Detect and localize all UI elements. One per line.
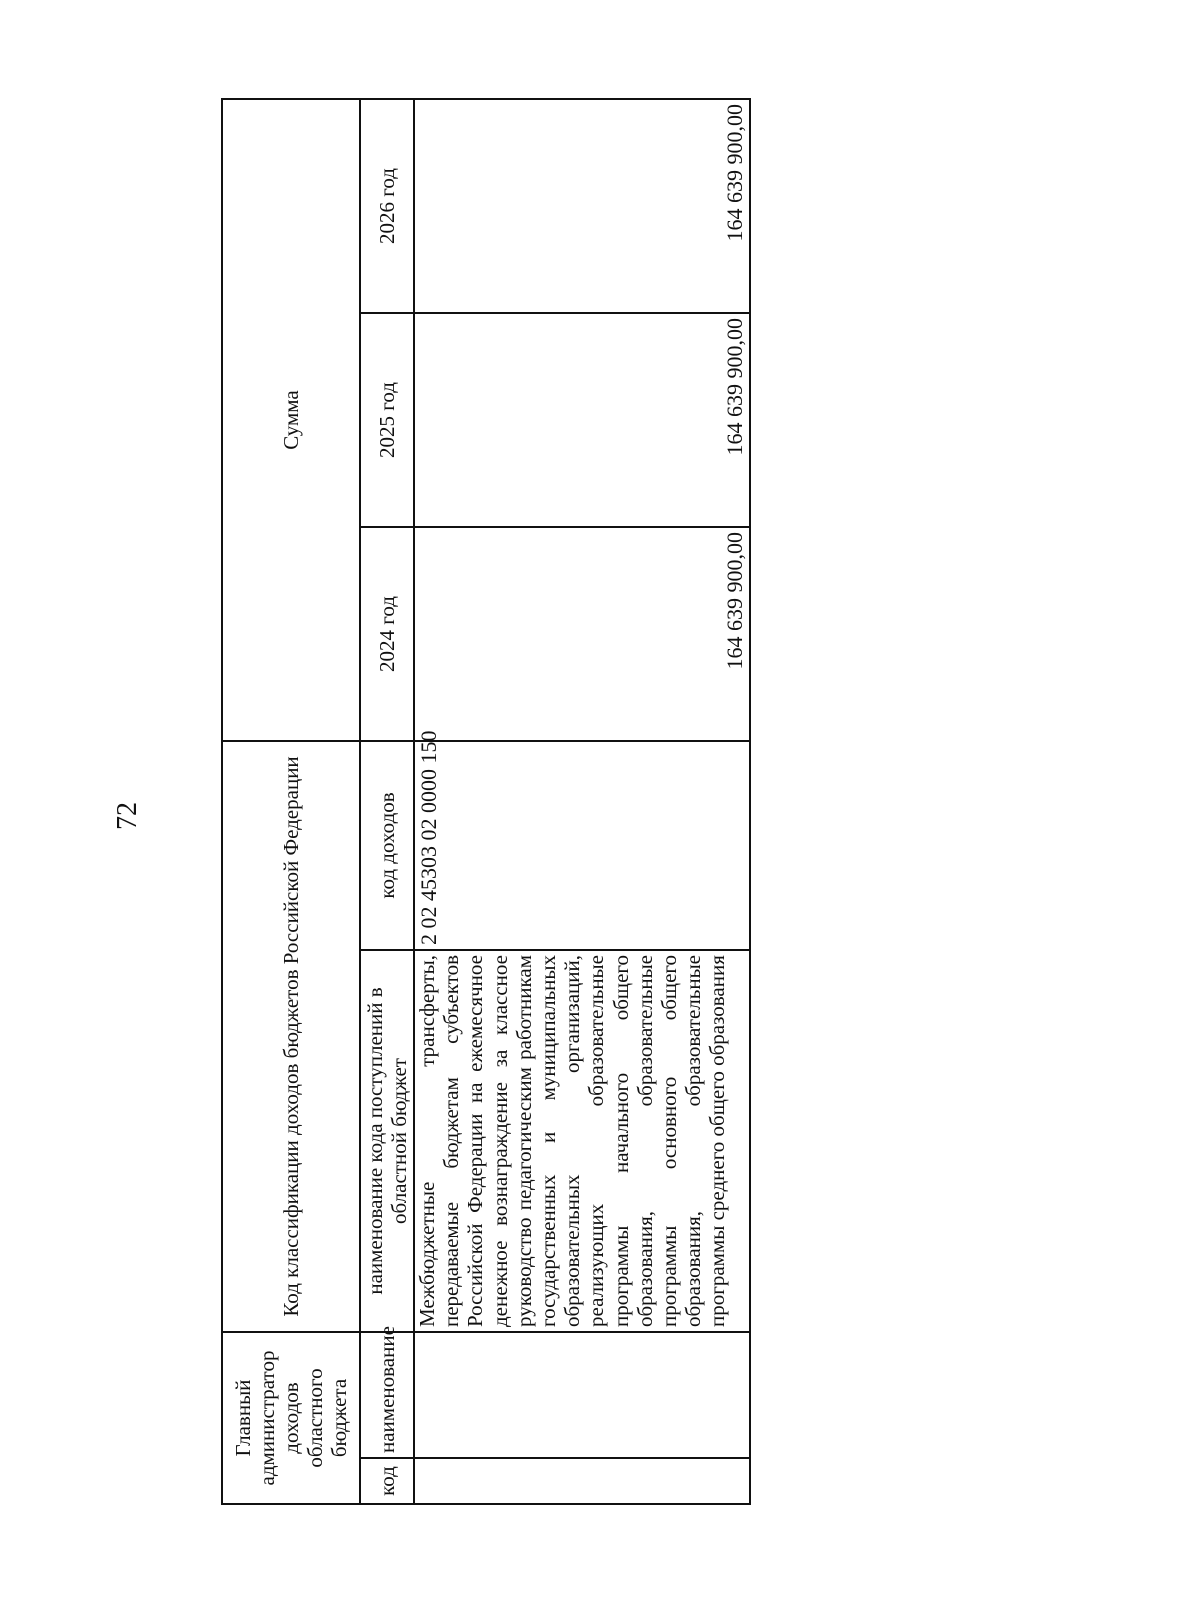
income-table xyxy=(221,98,751,1505)
table-row xyxy=(414,99,750,1504)
row-sum-2024: 164 639 900,00 xyxy=(414,527,750,741)
row-name xyxy=(414,1332,750,1458)
row-income-code: 2 02 45303 02 0000 150 xyxy=(414,741,750,950)
code-group-header: Код классификации доходов бюджетов Российской Федерации xyxy=(222,741,360,1332)
sum-group-header: Сумма xyxy=(222,99,360,741)
rotated-table-container xyxy=(221,100,751,1505)
col-income-name-header: наименование кода поступлений в областной бюджет xyxy=(360,950,414,1332)
col-code-header: код xyxy=(360,1458,414,1504)
col-2026-header: 2026 год xyxy=(360,99,414,313)
row-code xyxy=(414,1458,750,1504)
col-income-code-header: код доходов xyxy=(360,741,414,950)
row-income-name: Межбюджетные трансферты, передаваемые бюджетам субъектов Российской Федерации на ежемесячное денежное вознаграждение за классное руководство педагогическим работникам государственных и муниципальных образовательных организаций, реализующих образовательные программы начального общего образования, образовательные программы основного общего образования, образовательные программы среднего общего образования xyxy=(414,950,750,1332)
row-sum-2025: 164 639 900,00 xyxy=(414,313,750,527)
row-sum-2026: 164 639 900,00 xyxy=(414,99,750,313)
col-2024-header: 2024 год xyxy=(360,527,414,741)
page-number: 72 xyxy=(112,802,143,830)
col-2025-header: 2025 год xyxy=(360,313,414,527)
admin-group-header: Главный администратор доходов областного бюджета xyxy=(222,1332,360,1504)
col-name-header: наименование xyxy=(360,1332,414,1458)
